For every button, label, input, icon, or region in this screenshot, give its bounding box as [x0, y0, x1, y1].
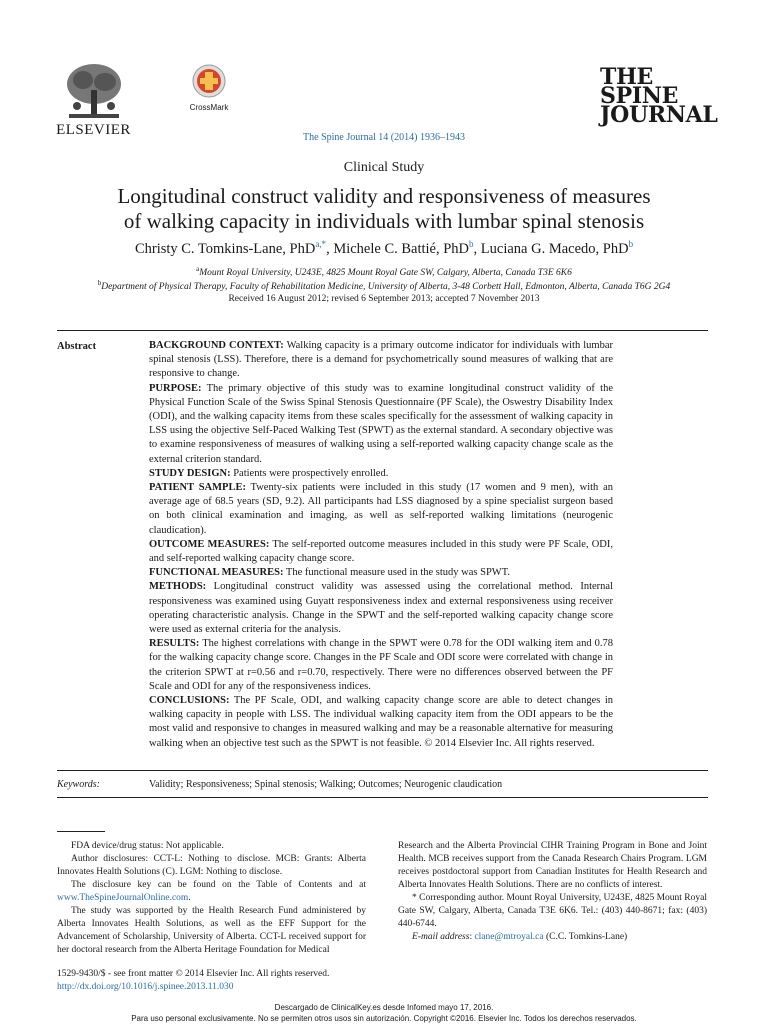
abstract-section	[149, 382, 613, 467]
abstract-section	[149, 339, 613, 382]
abstract-text: Longitudinal construct validity was assessed using the correlational method. Internal responsiveness was examined using Guyatt responsiveness index and external responsiveness using receiver operating characteristic analysis. Change in the SPWT and the self-reported walking capacity change score were used as external criteria for the analysis.	[149, 581, 614, 636]
affiliation-a: $^a$Mount Royal University, U243E, 4825 Mount Royal Gate SW, Calgary, Alberta, Canada T3E 6K6	[196, 265, 572, 279]
journal-logo	[600, 64, 718, 128]
abstract-text: The functional measure used in the study was SPWT.	[285, 567, 510, 579]
abstract-heading: METHODS:	[149, 581, 207, 593]
affiliation-b: $^b$Department of Physical Therapy, Faculty of Rehabilitation Medicine, University of Alberta, 3-48 Corbett Hall, Edmonton, Alberta, Canada T6G 2G4	[97, 279, 671, 293]
abstract-text: The self-reported outcome measures included in this study were PF Scale, ODI, and self-reported walking capacity change score.	[149, 538, 614, 565]
abstract-heading: RESULTS:	[149, 638, 200, 650]
elsevier-wordmark: ELSEVIER	[56, 122, 131, 138]
article-title	[0, 184, 768, 234]
front-matter	[57, 968, 329, 994]
abstract-text: Twenty-six patients were included in this study (17 women and 9 men), with an average age of 68.5 years (SD, 9.2). All participants had LSS diagnosed by a spine specialist surgeon based on both clinical examination and imaging, as well as self-reported walking limitations (neurogenic claudication).	[149, 482, 613, 536]
journal-citation[interactable]: The Spine Journal 14 (2014) 1936–1943	[303, 132, 465, 143]
doi-link[interactable]: http://dx.doi.org/10.1016/j.spinee.2013.11.030	[57, 982, 234, 992]
abstract-section	[149, 481, 613, 538]
abstract-label: Abstract	[57, 341, 97, 352]
author-affiliation-mark[interactable]: a,*	[315, 239, 327, 249]
abstract-body	[149, 339, 613, 751]
divider	[57, 770, 708, 771]
download-notice	[0, 1002, 768, 1024]
footnote-rule	[57, 831, 105, 832]
footnote-email: E-mail address: clane@mtroyal.ca (C.C. Tomkins-Lane)	[412, 932, 628, 942]
title-line: of walking capacity in individuals with lumbar spinal stenosis	[123, 209, 645, 233]
journal-logo-line: SPINE	[600, 83, 679, 109]
author-affiliation-mark[interactable]: b	[628, 239, 634, 249]
footnote-support-cont: Research and the Alberta Provincial CIHR Training Program in Bone and Joint Health. MCB receives support from the Canada Research Chairs Program. LGM receives postdoctoral support from Canadian Institutes for Health Research and Alberta Innovates Health Solutions. There are no conflicts of interest.	[398, 841, 707, 890]
abstract-section	[149, 566, 613, 580]
title-line: Longitudinal construct validity and responsiveness of measures	[117, 184, 651, 208]
crossmark-badge[interactable]	[188, 64, 230, 112]
footnotes-left	[57, 840, 366, 957]
abstract-section	[149, 467, 613, 481]
crossmark-label: CrossMark	[189, 103, 229, 112]
abstract-heading: CONCLUSIONS:	[149, 695, 230, 707]
elsevier-logo	[56, 60, 131, 139]
abstract-section	[149, 694, 613, 751]
abstract-text: Walking capacity is a primary outcome indicator for individuals with lumbar spinal stenosis (LSS). Therefore, there is a demand for psychometrically sound measures of walking that are responsive to change.	[149, 340, 614, 380]
footnotes-right	[398, 840, 707, 944]
abstract-section	[149, 538, 613, 566]
journal-website-link[interactable]: www.TheSpineJournalOnline.com	[57, 893, 189, 903]
keywords-label: Keywords:	[57, 779, 100, 790]
author-name: Christy C. Tomkins-Lane, PhD	[134, 240, 316, 257]
abstract-section	[149, 637, 613, 694]
abstract-heading: STUDY DESIGN:	[149, 467, 231, 479]
abstract-heading: FUNCTIONAL MEASURES:	[149, 567, 284, 579]
footnote-corresponding: * Corresponding author. Mount Royal University, U243E, 4825 Mount Royal Gate SW, Calgary, Alberta, Canada T3E 6K6. Tel.: (403) 440-8671; fax: (403) 440-6744.	[398, 893, 707, 929]
crossmark-icon	[192, 64, 226, 98]
abstract-heading: PATIENT SAMPLE:	[149, 482, 246, 494]
footnote-support: The study was supported by the Health Research Fund administered by Alberta Innovates Health Solutions, as well as the EFF Support for the Advancement of Scholarship, University of Alberta. CCT-L received support for her doctoral research from the Alberta Heritage Foundation for Medical	[57, 906, 366, 955]
abstract-text: The PF Scale, ODI, and walking capacity change score are able to detect changes in walking capacity in people with LSS. The individual walking capacity item from the ODI appears to be the most valid and responsive to changes in measured walking and may be a reasonable alternative for measuring walking when an objective test such as the SPWT is not feasible. © 2014 Elsevier Inc. All rights reserved.	[149, 695, 614, 749]
keywords-list: Validity; Responsiveness; Spinal stenosis; Walking; Outcomes; Neurogenic claudication	[149, 779, 503, 790]
abstract-heading: OUTCOME MEASURES:	[149, 538, 270, 550]
copyright-line: 1529-9430/$ - see front matter © 2014 Elsevier Inc. All rights reserved.	[57, 969, 330, 979]
journal-logo-line: THE	[600, 64, 654, 90]
author-list: Christy C. Tomkins-Lane, PhD$^{a,*}$, Michele C. Battié, PhD$^b$, Luciana G. Macedo, PhD$^b$	[134, 239, 634, 257]
article-section: Clinical Study	[343, 160, 425, 175]
footnote-fda: FDA device/drug status: Not applicable.	[71, 841, 224, 851]
download-line: Descargado de ClinicalKey.es desde Infomed mayo 17, 2016.	[274, 1003, 494, 1012]
abstract-text: Patients were prospectively enrolled.	[233, 467, 389, 479]
divider	[57, 330, 708, 331]
email-link[interactable]: clane@mtroyal.ca	[474, 932, 544, 942]
author-name: Luciana G. Macedo, PhD	[480, 240, 629, 257]
elsevier-tree-icon	[63, 60, 125, 122]
abstract-section	[149, 580, 613, 637]
journal-logo-line: JOURNAL	[600, 102, 718, 128]
author-name: Michele C. Battié, PhD	[333, 240, 470, 257]
abstract-heading: PURPOSE:	[149, 382, 202, 394]
abstract-heading: BACKGROUND CONTEXT:	[149, 340, 284, 351]
download-line: Para uso personal exclusivamente. No se permiten otros usos sin autorización. Copyright ©2016. Elsevier Inc. Todos los derechos reservados.	[131, 1014, 637, 1023]
footnote-disclosure-key: The disclosure key can be found on the Table of Contents and at www.TheSpineJournalOnline.com.	[57, 880, 366, 903]
divider	[57, 797, 708, 798]
received-dates: Received 16 August 2012; revised 6 September 2013; accepted 7 November 2013	[228, 294, 540, 304]
footnote-disclosures: Author disclosures: CCT-L: Nothing to disclose. MCB: Grants: Alberta Innovates Health Solutions (C). LGM: Nothing to disclose.	[57, 854, 366, 877]
abstract-text: The highest correlations with change in the SPWT were 0.78 for the ODI walking item and 0.78 for the walking capacity change score. Changes in the PF Scale and ODI score were correlated with change in the criterion SPWT at r=0.56 and r=0.70, respectively. There were no differences observed between the PF Scale and ODI for any of the responsiveness indices.	[149, 638, 613, 692]
author-affiliation-mark[interactable]: b	[469, 239, 474, 249]
abstract-text: The primary objective of this study was to examine longitudinal construct validity of the Physical Function Scale of the Swiss Spinal Stenosis Questionnaire (PF Scale), the Oswestry Disability Index (ODI), and the walking capacity items from these scales specifically for the assessment of walking capacity in LSS using the objective Self-Paced Walking Test (SPWT) as the external standard. A secondary objective was to examine responsiveness of measures of walking using a self-reported walking capacity change scale as the external criterion standard.	[149, 382, 614, 465]
